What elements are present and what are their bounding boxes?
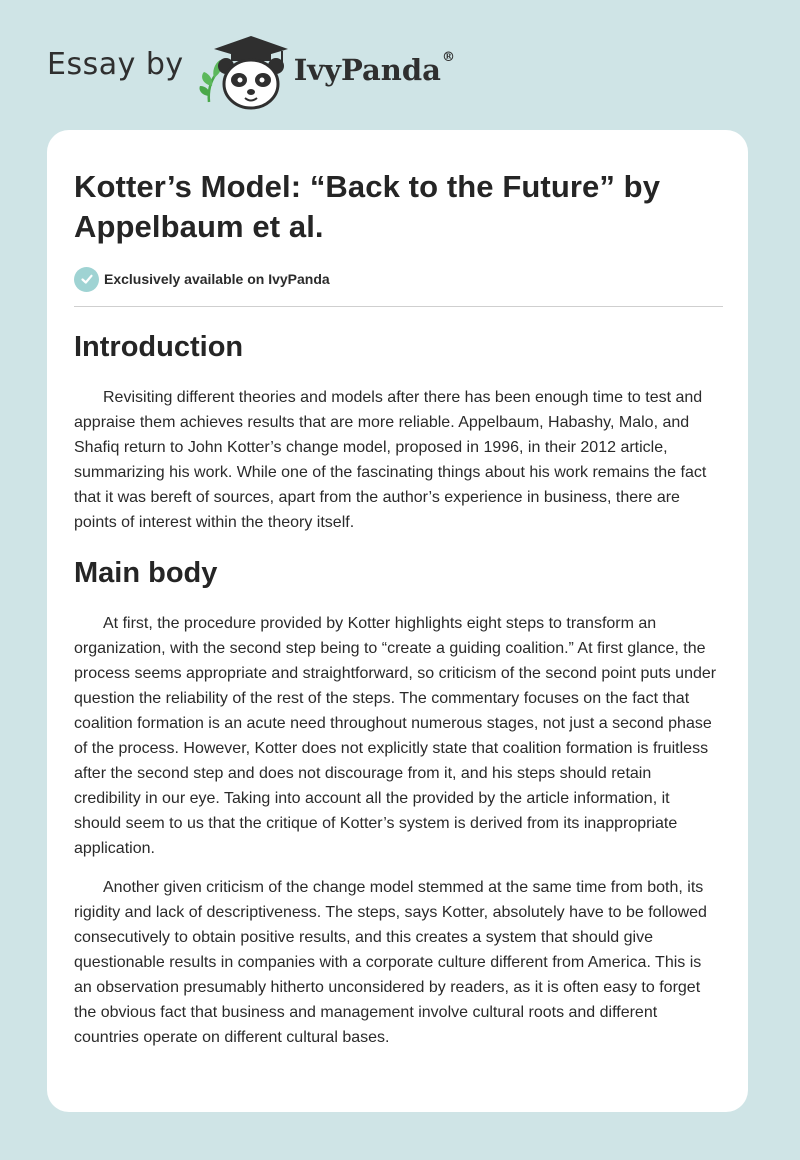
essay-card (47, 130, 748, 1112)
brand-name[interactable]: IvyPanda® (293, 50, 455, 87)
registered-mark: ® (441, 50, 455, 66)
divider (74, 306, 723, 307)
essay-by-label: Essay by (47, 46, 184, 82)
exclusive-badge (74, 266, 721, 292)
paragraph-introduction: Revisiting different theories and models after there has been enough time to test and appraise them achieves results that are more reliable. Appelbaum, Habashy, Malo, and Shafiq return to John Kotter’s change model, proposed in 1996, in their 2012 article, summarizing his work. While one of the fascinating things about his work remains the fact that it was bereft of sources, apart from the author’s experience in business, there are points of interest within the theory itself. (74, 389, 707, 531)
section-heading-introduction: Introduction (74, 331, 244, 363)
site-header (47, 30, 455, 110)
paragraph-main-body-2: Another given criticism of the change model stemmed at the same time from both, its rigidity and lack of descriptiveness. The steps, says Kotter, absolutely have to be followed consecutively to obtain positive results, and this creates a system that should give questionable results in companies with a corporate culture different from America. This is an observation presumably hitherto unconsidered by readers, as it is often easy to forget the obvious fact that business and management involve cultural roots and different countries operate on different cultural bases. (74, 879, 707, 1046)
essay-title: Kotter’s Model: “Back to the Future” by Appelbaum et al. (74, 169, 661, 244)
section-heading-main-body: Main body (74, 557, 218, 589)
checkmark-icon (74, 267, 99, 292)
paragraph-main-body-1: At first, the procedure provided by Kotter highlights eight steps to transform an organization, with the second step being to “create a guiding coalition.” At first glance, the process seems appropriate and straightforward, so criticism of the second point puts under question the reliability of the rest of the steps. The commentary focuses on the fact that coalition formation is an acute need throughout numerous stages, not just a second phase of the process. However, Kotter does not explicitly state that coalition formation is fruitless after the second step and does not discourage from it, and his steps should retain credibility in our eye. Taking into account all the provided by the article information, it should seem to us that the critique of Kotter’s system is derived from its inappropriate application. (74, 615, 717, 857)
exclusive-badge-label: Exclusively available on IvyPanda (104, 271, 330, 287)
panda-logo-icon[interactable] (196, 30, 296, 110)
